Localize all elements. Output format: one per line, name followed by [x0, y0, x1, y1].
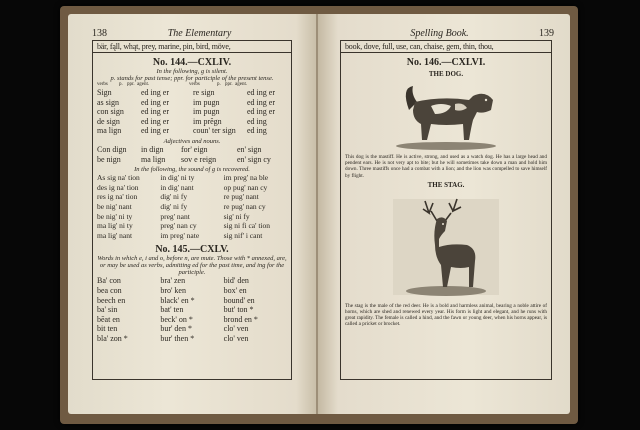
- column-header: ppr.: [225, 82, 233, 87]
- word-cell: ba' sin: [97, 305, 118, 315]
- column-header: agent.: [235, 82, 248, 87]
- word-cell: clo' ven: [223, 333, 249, 343]
- word-cell: bea con: [97, 285, 122, 295]
- column-header: ppr.: [127, 82, 135, 87]
- word-cell: ma lig' ni ty: [97, 221, 133, 231]
- word-cell: bur' then *: [160, 333, 195, 343]
- open-book: [60, 6, 578, 424]
- column-header: p.: [217, 82, 221, 87]
- word-cell: im preg' nate: [160, 230, 200, 240]
- word-cell: brond en *: [223, 314, 258, 324]
- column-header: p.: [119, 82, 123, 87]
- word-cell: in dign: [141, 144, 164, 154]
- word-cell: As sig na' tion: [97, 173, 140, 183]
- word-cell: preg' nan cy: [160, 221, 197, 231]
- word-cell: beech en: [97, 295, 126, 305]
- word-table: [97, 173, 287, 240]
- pronunciation-key: book, dove, full, use, can, chaise, gem, thin, thou,: [341, 41, 551, 53]
- word-cell: ed ing er: [247, 88, 275, 97]
- mastiff-dog-illustration: [391, 80, 501, 152]
- word-cell: im pugn: [193, 107, 220, 117]
- word-cell: bla' zon *: [97, 333, 128, 343]
- word-cell: dig' ni fy: [160, 201, 188, 211]
- word-cell: ed ing er: [247, 97, 275, 107]
- word-cell: de sign: [97, 116, 120, 126]
- stag-illustration: [391, 191, 501, 301]
- word-cell: preg' nant: [160, 211, 190, 221]
- word-cell: im prĕgn: [193, 116, 222, 126]
- left-running-title: The Elementary: [167, 28, 232, 39]
- word-cell: in dig' nant: [160, 182, 194, 192]
- word-cell: res ig na' tion: [97, 192, 138, 202]
- word-cell: ed ing er: [141, 88, 169, 97]
- dog-description: This dog is the mastiff. He is active, strong, and used as a watch dog. He has a large head and pendent ears. He is not very apt to bite; but he will sometimes take down a man and hold him down. Three mastiffs once had a combat with a lion; and the lion was compelled to save himself by flight.: [345, 154, 547, 179]
- word-cell: bēat en: [97, 314, 120, 324]
- word-cell: be nig' ni ty: [97, 211, 133, 221]
- right-page: [318, 14, 570, 414]
- word-table: [97, 88, 287, 136]
- word-cell: con sign: [97, 107, 124, 117]
- word-cell: bro' ken: [160, 285, 186, 295]
- word-cell: des ig na' tion: [97, 182, 139, 192]
- word-cell: ed ing: [247, 116, 267, 126]
- lesson-title: No. 146.—CXLVI.: [406, 57, 486, 68]
- section-title: Adjectives and nouns.: [163, 137, 221, 145]
- word-cell: beck' on *: [160, 314, 193, 324]
- word-cell: op pug' nan cy: [223, 182, 268, 192]
- right-running-title: Spelling Book.: [410, 28, 469, 39]
- word-cell: ed ing er: [247, 107, 275, 117]
- word-cell: ma lign: [97, 126, 122, 136]
- word-cell: Sign: [97, 88, 112, 97]
- right-page-header: [340, 28, 554, 39]
- word-cell: re pug' nan cy: [223, 201, 266, 211]
- word-cell: ed ing er: [141, 116, 169, 126]
- word-cell: sov e reign: [181, 154, 217, 164]
- word-cell: im preg' na ble: [223, 173, 269, 183]
- word-cell: ma lign: [141, 154, 166, 164]
- left-page: [68, 14, 316, 414]
- word-cell: sig nif' i cant: [223, 230, 263, 240]
- word-cell: clo' ven: [223, 324, 249, 334]
- word-cell: re pug' nant: [223, 192, 259, 202]
- word-cell: ed ing er: [141, 97, 169, 107]
- column-header: agent.: [137, 82, 150, 87]
- word-cell: dig' ni fy: [160, 192, 188, 202]
- column-header: verbs: [189, 82, 200, 87]
- word-cell: bid' den: [223, 276, 249, 286]
- left-page-number: 138: [92, 28, 107, 39]
- left-page-frame: [92, 40, 292, 380]
- word-cell: sig ni fi ca' tion: [223, 221, 271, 231]
- stag-caption: THE STAG.: [427, 180, 465, 189]
- word-cell: en' sign cy: [237, 154, 271, 164]
- lesson-note: p. stands for past tense; ppr. for participle of the present tense.: [110, 75, 274, 82]
- lesson-note: Words in which e, i and o, before n, are mute. Those with * annexed, are, or may be used as verbs, admitting ed for the past time, and ing for the participle.: [97, 255, 287, 277]
- right-page-frame: [340, 40, 552, 380]
- lesson-title: No. 145.—CXLV.: [155, 244, 229, 256]
- stag-description: The stag is the male of the red deer. He is a bold and harmless animal, bearing a noble attire of horns, which are shed and renewed every year. His form is light and elegant, and he runs with great rapidity. The female is called a hind, and the fawn or young deer, when his horns appear, is called a pricket or brocket.: [345, 302, 547, 328]
- lesson-note: In the following, g is silent.: [156, 68, 228, 75]
- word-cell: bit ten: [97, 324, 118, 334]
- word-table: [97, 145, 287, 164]
- word-cell: en' sign: [237, 144, 262, 154]
- word-cell: but' ton *: [223, 305, 254, 315]
- word-cell: bra' zen: [160, 276, 186, 286]
- word-cell: bat' ten: [160, 305, 184, 315]
- word-cell: for' eign: [181, 144, 208, 154]
- word-cell: ed ing: [247, 126, 267, 136]
- pronunciation-key: bär, fąll, whąt, prey, marine, pin, bird, möve,: [93, 41, 291, 53]
- word-cell: im pugn: [193, 97, 220, 107]
- word-cell: box' en: [223, 285, 247, 295]
- word-cell: sig' ni fy: [223, 211, 250, 221]
- word-cell: Ba' con: [97, 276, 121, 286]
- word-cell: Con dign: [97, 144, 127, 154]
- section-title: In the following, the sound of g is recovered.: [134, 166, 250, 174]
- word-cell: ed ing er: [141, 107, 169, 117]
- word-cell: be nign: [97, 154, 121, 164]
- word-cell: bound' en: [223, 295, 255, 305]
- lesson-title: No. 144.—CXLIV.: [152, 57, 232, 68]
- word-cell: black' en *: [160, 295, 195, 305]
- word-cell: ed ing er: [141, 126, 169, 136]
- word-table: [97, 276, 287, 343]
- column-header: verbs: [97, 82, 108, 87]
- word-cell: as sign: [97, 97, 119, 107]
- word-cell: be nig' nant: [97, 201, 132, 211]
- word-cell: ma lig' nant: [97, 230, 133, 240]
- right-page-number: 139: [538, 28, 554, 39]
- dog-caption: THE DOG.: [428, 70, 464, 78]
- word-cell: re sign: [193, 88, 215, 97]
- word-cell: bur' den *: [160, 324, 192, 334]
- word-cell: in dig' ni ty: [160, 173, 195, 183]
- left-page-header: [92, 28, 292, 39]
- word-cell: coun' ter sign: [193, 126, 236, 136]
